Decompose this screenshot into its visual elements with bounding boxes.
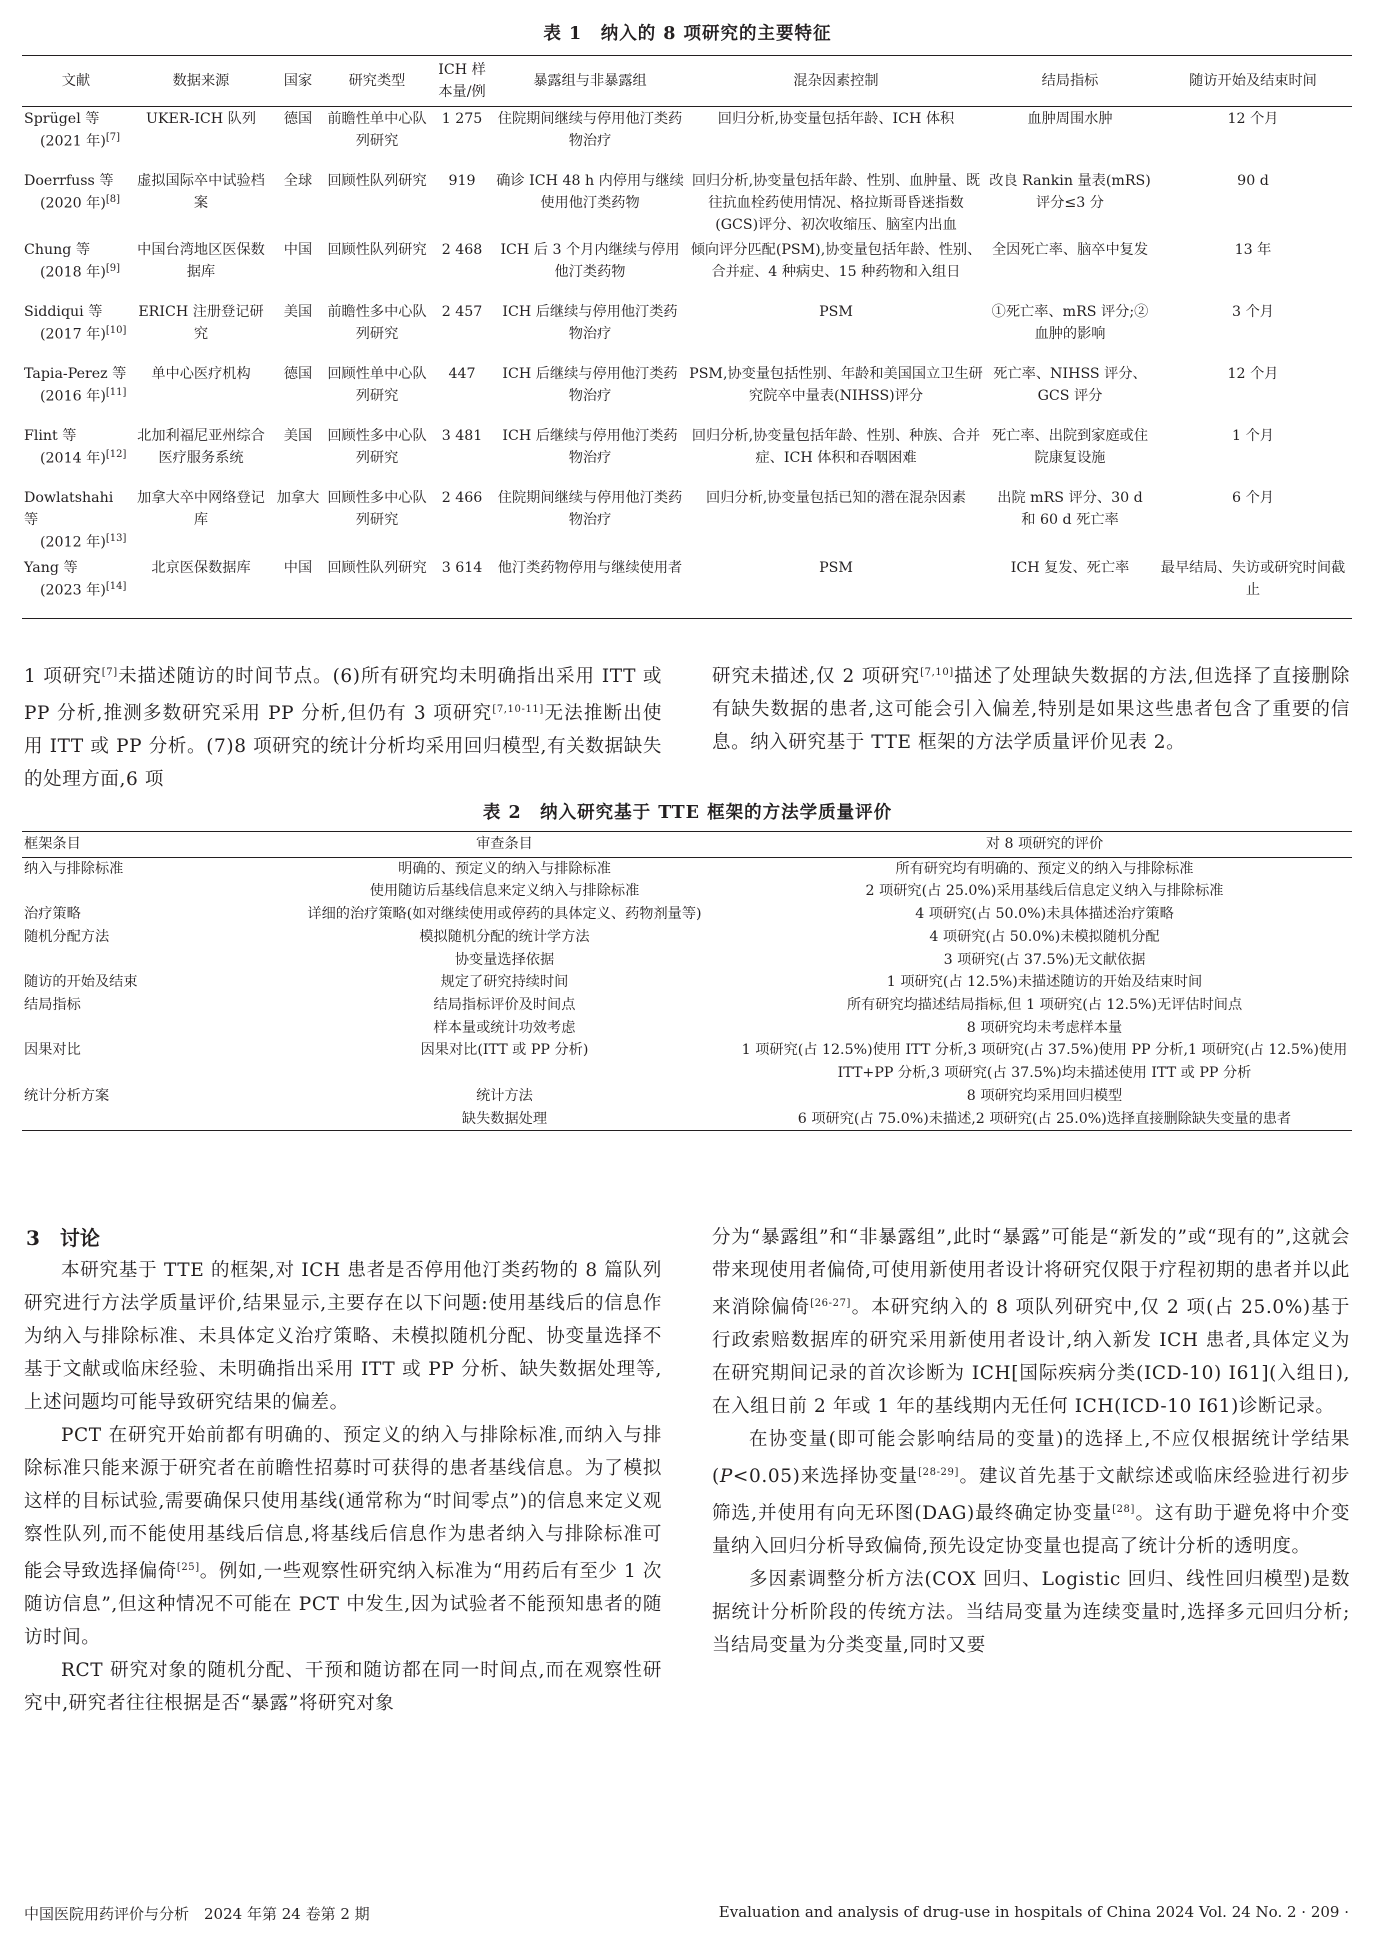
table1-cell-type: 回顾性队列研究 [324,556,430,619]
table1-cell-followup: 3 个月 [1232,304,1274,320]
text-run: 本研究基于 TTE 的框架,对 ICH 患者是否停用他汀类药物的 8 篇队列研究进行方法学质量评价,结果显示,主要存在以下问题:使用基线后的信息作为纳入与排除标准、未具体定义治疗策略、未模拟随机分配、协变量选择不基于文献或临床经验、未明确指出采用 ITT 或 PP 分析、缺失数据处理等,上述问题均可能导致研究结果的偏差。 [24,1260,662,1413]
table2-row [22,903,1352,926]
paragraph [24,656,662,796]
table1-cell-type: 前瞻性单中心队列研究 [327,111,427,149]
table1-cell-source: 虚拟国际卒中试验档案 [137,173,265,211]
table1-cell-country: 全球 [283,173,313,189]
table1-cell-author [22,107,130,170]
paragraph [24,1419,662,1654]
table1-header-cell: 暴露组与非暴露组 [494,56,686,107]
table1-row [22,107,1352,170]
table1-cell-source: 中国台湾地区医保数据库 [137,242,265,280]
study-author: Flint 等 [24,428,77,444]
paragraph [712,1423,1350,1563]
table2-header-cell: 框架条目 [22,832,272,858]
citation-ref: [25] [176,1562,200,1573]
citation-ref: [7,10] [920,667,954,678]
table2-row [22,926,1352,949]
table1-header-cell: 数据来源 [130,56,272,107]
table1-caption: 表 1 纳入的 8 项研究的主要特征 [543,24,832,44]
table1-cell-followup: 90 d [1237,173,1269,189]
table1-cell-exposure: ICH 后继续与停用他汀类药物治疗 [502,428,678,466]
citation-ref: [10] [105,325,127,336]
table1-cell-n: 447 [448,366,476,382]
paragraph [712,1221,1350,1423]
table2-cell-item: 样本量或统计功效考虑 [433,1019,576,1036]
table2-row [22,1017,1352,1040]
study-author: Sprügel 等 [24,111,100,127]
paragraph [712,656,1350,759]
table1-cell-n: 2 468 [441,242,483,258]
study-author: Chung 等 [24,242,91,258]
table2-cell-frame: 随机分配方法 [24,928,110,945]
table2-header-cell: 审查条目 [272,832,737,858]
table1-cell-n: 3 614 [430,556,494,619]
table2-row [22,949,1352,972]
table1-cell-outcome: 死亡率、NIHSS 评分、GCS 评分 [993,366,1147,404]
table2 [22,831,1352,1131]
study-author: Doerrfuss 等 [24,173,114,189]
text-run: PCT 在研究开始前都有明确的、预定义的纳入与排除标准,而纳入与排除标准只能来源于研究者在前瞻性招募时可获得的患者基线信息。为了模拟这样的目标试验,需要确保只使用基线(通常称为“时间零点”)的信息来定义观察性队列,而不能使用基线后信息,将基线后信息作为患者纳入与排除标准可能会导致选择偏倚 [24,1425,662,1583]
table1-cell-country: 美国 [283,304,313,320]
table1-row [22,169,1352,238]
table1-cell-n: 1 275 [441,111,483,127]
study-year: (2021 年)[7] [40,132,121,150]
footer-journal: 中国医院用药评价与分析 2024 年第 24 卷第 2 期 [24,1905,370,1923]
citation-ref: [14] [105,580,127,592]
table1-cell-n: 2 466 [441,490,483,506]
table1-cell-outcome: 全因死亡率、脑卒中复发 [991,242,1149,258]
mid-left-paragraph [24,656,662,796]
text-run: RCT 研究对象的随机分配、干预和随访都在同一时间点,而在观察性研究中,研究者往往根据是否“暴露”将研究对象 [24,1660,662,1715]
table2-cell-eval: 8 项研究均采用回归模型 [966,1087,1123,1104]
table1-cell-followup: 6 个月 [1232,490,1274,506]
table1-cell-type: 回顾性多中心队列研究 [327,490,427,528]
table1-cell-author [22,300,130,362]
table1-cell-exposure: ICH 后继续与停用他汀类药物治疗 [502,304,678,342]
paragraph [24,1654,662,1720]
table1-cell-confound: 回归分析,协变量包括已知的潜在混杂因素 [706,490,966,506]
table1-cell-author [22,169,130,238]
table1-cell-outcome: 血肿周围水肿 [1027,111,1113,127]
citation-ref: [26-27] [810,1298,852,1309]
table2-cell-eval: 3 项研究(占 37.5%)无文献依据 [943,951,1146,968]
citation-ref: [7] [101,667,118,678]
table1-cell-source: ERICH 注册登记研究 [138,304,264,342]
table1-cell-type: 回顾性多中心队列研究 [327,428,427,466]
table1-cell-country: 德国 [283,111,313,127]
table2-row [22,994,1352,1017]
table1-cell-followup: 1 个月 [1232,428,1274,444]
table2-cell-frame: 结局指标 [24,997,81,1014]
left-column [24,1254,662,1720]
text-run: 在协变量(即可能会影响结局的变量)的选择上,不应仅根据统计学结果( [712,1429,1350,1488]
table2-cell-item: 结局指标评价及时间点 [433,997,576,1014]
table2-cell-item: 协变量选择依据 [454,951,555,968]
table1-cell-exposure: 他汀类药物停用与继续使用者 [494,556,686,619]
table2-row [22,1085,1352,1108]
table1-row [22,486,1352,556]
table2-row [22,1039,1352,1084]
table1-cell-outcome: 出院 mRS 评分、30 d 和 60 d 死亡率 [997,490,1143,528]
table1 [22,55,1352,619]
table2-cell-item: 规定了研究持续时间 [440,974,569,991]
table1-cell-source: 北京医保数据库 [130,556,272,619]
table2-row [22,1108,1352,1131]
table1-cell-country: 中国 [283,242,313,258]
table1-row [22,424,1352,486]
table1-cell-author [22,556,130,619]
table1-row [22,362,1352,424]
section-heading: 3 讨论 [26,1226,100,1250]
table1-cell-n: 3 481 [441,428,483,444]
table1-cell-outcome: 死亡率、出院到家庭或住院康复设施 [991,428,1149,466]
table1-cell-country: 加拿大 [276,490,320,506]
table2-row [22,971,1352,994]
table2-caption: 表 2 纳入研究基于 TTE 框架的方法学质量评价 [482,803,893,823]
text-run: 。例如,一些观察性研究纳入标准为“用药后有至少 1 次随访信息”,但这种情况不可能在 PCT 中发生,因为试验者不能预知患者的随访时间。 [24,1561,662,1649]
table1-cell-followup: 12 个月 [1227,111,1279,127]
table2-cell-item: 模拟随机分配的统计学方法 [419,928,590,945]
table1-cell-followup: 12 个月 [1227,366,1279,382]
mid-right-paragraph [712,656,1350,759]
table1-cell-confound: PSM,协变量包括性别、年龄和美国国立卫生研究院卒中量表(NIHSS)评分 [689,366,983,404]
table1-cell-exposure: ICH 后继续与停用他汀类药物治疗 [502,366,678,404]
study-year: (2023 年)[14] [40,580,127,599]
table2-cell-frame [22,1108,272,1131]
table1-cell-type: 回顾性队列研究 [327,242,427,258]
text-run: 。这有助于避免将中介变量纳入回归分析导致偏倚,预先设定协变量也提高了统计分析的透明度。 [712,1503,1350,1558]
table1-cell-type: 回顾性单中心队列研究 [327,366,427,404]
table2-cell-item: 因果对比(ITT 或 PP 分析) [420,1042,589,1059]
study-year: (2018 年)[9] [40,263,121,281]
table1-header-cell: 随访开始及结束时间 [1154,56,1352,107]
table2-cell-item: 统计方法 [476,1087,533,1104]
table1-header-cell: 结局指标 [986,56,1154,107]
table1-cell-followup: 13 年 [1234,242,1272,258]
text-run: 。建议首先基于文献综述或临床经验进行初步筛选,并使用有向无环图(DAG)最终确定协变量 [712,1466,1350,1525]
table1-cell-author [22,424,130,486]
text-run: 多因素调整分析方法(COX 回归、Logistic 回归、线性回归模型)是数据统计分析阶段的传统方法。当结局变量为连续变量时,选择多元回归分析;当结局变量为分类变量,同时又要 [712,1569,1350,1657]
text-run: <0.05)来选择协变量 [732,1466,919,1488]
table1-cell-outcome: ICH 复发、死亡率 [986,556,1154,619]
paragraph [24,1254,662,1419]
study-year: (2016 年)[11] [40,387,127,405]
table1-cell-type: 前瞻性多中心队列研究 [327,304,427,342]
table2-cell-frame: 纳入与排除标准 [24,860,124,877]
text-run: 。本研究纳入的 8 项队列研究中,仅 2 项(占 25.0%)基于行政索赔数据库的研究采用新使用者设计,纳入新发 ICH 患者,具体定义为在研究期间记录的首次诊断为 ICH[国际疾病分类(ICD-10) I61](入组日),在入组日前 2 年或 1 年的基线期内无任何 ICH(ICD-10 I61)诊断记录。 [712,1297,1350,1418]
table2-cell-item: 详细的治疗策略(如对继续使用或停药的具体定义、药物剂量等) [307,906,702,923]
table2-row [22,857,1352,880]
citation-ref: [11] [105,387,127,398]
right-column [712,1221,1350,1662]
table1-cell-exposure: 住院期间继续与停用他汀类药物治疗 [497,111,683,149]
text-run: 分为“暴露组”和“非暴露组”,此时“暴露”可能是“新发的”或“现有的”,这就会带来现使用者偏倚,可使用新使用者设计将研究仅限于疗程初期的患者并以此来消除偏倚 [712,1227,1350,1319]
table2-cell-frame [22,880,272,903]
text-run: 无法推断出使用 ITT 或 PP 分析。(7)8 项研究的统计分析均采用回归模型,有关数据缺失的处理方面,6 项 [24,703,662,791]
text-run: 描述了处理缺失数据的方法,但选择了直接删除有缺失数据的患者,这可能会引入偏差,特别是如果这些患者包含了重要的信息。纳入研究基于 TTE 框架的方法学质量评价见表 2。 [712,666,1350,754]
table1-header-cell: 研究类型 [324,56,430,107]
table1-cell-country: 中国 [272,556,324,619]
table1-cell-author [22,362,130,424]
table2-cell-eval: 1 项研究(占 12.5%)未描述随访的开始及结束时间 [886,974,1203,991]
study-author: Tapia-Perez 等 [24,366,127,382]
table2-cell-eval: 所有研究均描述结局指标,但 1 项研究(占 12.5%)无评估时间点 [846,997,1243,1014]
table2-cell-item: 明确的、预定义的纳入与排除标准 [398,860,611,877]
table1-header-cell: 混杂因素控制 [686,56,986,107]
citation-ref: [28-29] [918,1467,959,1479]
table1-cell-source: 单中心医疗机构 [151,366,251,382]
citation-ref: [13] [105,533,127,544]
study-author: Siddiqui 等 [24,304,103,320]
table2-cell-item: 使用随访后基线信息来定义纳入与排除标准 [369,883,640,900]
table1-cell-exposure: 住院期间继续与停用他汀类药物治疗 [497,490,683,528]
table1-cell-author [22,238,130,300]
table1-cell-exposure: ICH 后 3 个月内继续与停用他汀类药物 [500,242,680,280]
citation-ref: [9] [105,263,121,274]
citation-ref: [28] [1112,1504,1135,1516]
table1-row [22,556,1352,619]
table1-cell-country: 德国 [283,366,313,382]
citation-ref: [7,10-11] [492,704,544,716]
table1-header-cell: 国家 [272,56,324,107]
table2-cell-eval: 6 项研究(占 75.0%)未描述,2 项研究(占 25.0%)选择直接删除缺失变量的患者 [737,1108,1352,1131]
table2-cell-frame: 因果对比 [24,1042,81,1059]
citation-ref: [8] [105,194,121,205]
table2-row [22,880,1352,903]
table2-cell-frame: 统计分析方案 [24,1087,110,1104]
study-author: Yang 等 [24,559,78,576]
table1-row [22,300,1352,362]
citation-ref: [12] [105,449,127,460]
table2-cell-item: 缺失数据处理 [272,1108,737,1131]
study-year: (2012 年)[13] [40,533,127,551]
table1-cell-confound: 回归分析,协变量包括年龄、ICH 体积 [717,111,955,127]
study-year: (2014 年)[12] [40,449,127,467]
table2-cell-frame: 随访的开始及结束 [24,974,138,991]
table2-cell-eval: 所有研究均有明确的、预定义的纳入与排除标准 [895,860,1194,877]
table2-cell-eval: 8 项研究均未考虑样本量 [966,1019,1123,1036]
italic-symbol: P [719,1466,733,1488]
table2-cell-eval: 1 项研究(占 12.5%)使用 ITT 分析,3 项研究(占 37.5%)使用 PP 分析,1 项研究(占 12.5%)使用 ITT+PP 分析,3 项研究(占 37.5%)均未描述使用 ITT 或 PP 分析 [741,1042,1348,1082]
table2-header-cell: 对 8 项研究的评价 [737,832,1352,858]
table1-cell-outcome: ①死亡率、mRS 评分;②血肿的影响 [991,304,1149,342]
table1-cell-confound: 回归分析,协变量包括年龄、性别、血肿量、既往抗血栓药使用情况、格拉斯哥昏迷指数(GCS)评分、初次收缩压、脑室内出血 [691,173,981,233]
table1-cell-confound: PSM [819,304,853,320]
table1-row [22,238,1352,300]
table1-cell-source: 北加利福尼亚州综合医疗服务系统 [137,428,265,466]
table1-cell-exposure: 确诊 ICH 48 h 内停用与继续使用他汀类药物 [496,173,684,211]
table1-cell-confound: 倾向评分匹配(PSM),协变量包括年龄、性别、合并症、4 种病史、15 种药物和入组日 [690,242,982,280]
table1-cell-country: 美国 [283,428,313,444]
paragraph [712,1563,1350,1662]
table1-cell-n: 919 [448,173,476,189]
table1-header-cell: ICH 样本量/例 [430,56,494,107]
text-run: 研究未描述,仅 2 项研究 [712,666,921,688]
text-run: 未描述随访的时间节点。(6)所有研究均未明确指出采用 ITT 或 PP 分析,推测多数研究采用 PP 分析,但仍有 3 项研究 [24,666,662,725]
table1-cell-n: 2 457 [441,304,483,320]
study-author: Dowlatshahi 等 [24,490,114,528]
table2-cell-frame [22,949,272,972]
study-year: (2017 年)[10] [40,325,127,343]
table1-cell-source: UKER-ICH 队列 [145,111,257,127]
study-year: (2020 年)[8] [40,194,121,212]
table1-cell-confound: PSM [686,556,986,619]
table2-cell-frame: 治疗策略 [24,906,81,923]
table2-cell-eval: 2 项研究(占 25.0%)采用基线后信息定义纳入与排除标准 [865,883,1224,900]
table1-cell-confound: 回归分析,协变量包括年龄、性别、种族、合并症、ICH 体积和吞咽困难 [691,428,981,466]
citation-ref: [7] [105,132,121,143]
table1-header-cell: 文献 [22,56,130,107]
table2-cell-eval: 4 项研究(占 50.0%)未具体描述治疗策略 [915,906,1174,923]
table1-cell-followup: 最早结局、失访或研究时间截止 [1154,556,1352,619]
footer-page: Evaluation and analysis of drug-use in hospitals of China 2024 Vol. 24 No. 2 · 209 · [718,1903,1349,1921]
table1-cell-outcome: 改良 Rankin 量表(mRS)评分≤3 分 [989,173,1151,211]
table1-cell-source: 加拿大卒中网络登记库 [137,490,265,528]
table1-cell-type: 回顾性队列研究 [327,173,427,189]
table1-cell-author [22,486,130,556]
table2-cell-frame [22,1017,272,1040]
table2-cell-eval: 4 项研究(占 50.0%)未模拟随机分配 [929,928,1160,945]
text-run: 1 项研究 [24,666,102,688]
